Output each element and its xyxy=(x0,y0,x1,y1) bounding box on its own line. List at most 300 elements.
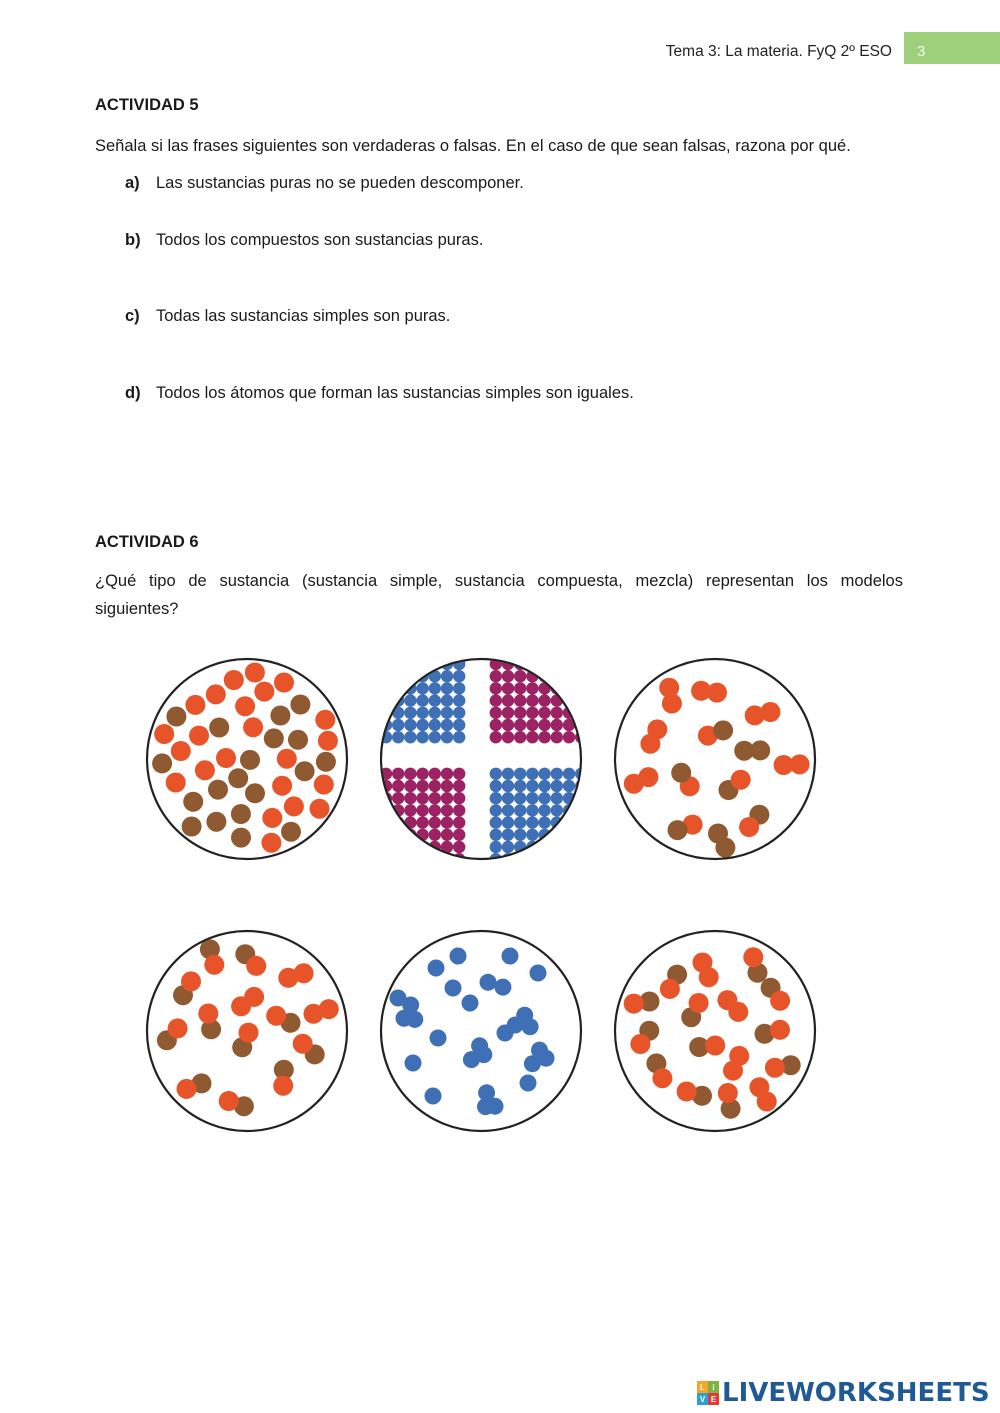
atom xyxy=(152,753,172,773)
lattice-atom xyxy=(416,707,428,719)
model-6-pairs-dense xyxy=(612,928,818,1134)
lattice-atom xyxy=(429,682,441,694)
molecule-atom xyxy=(246,956,266,976)
model-1-random-mix xyxy=(144,656,350,862)
lattice-atom xyxy=(490,804,502,816)
item-text: Todos los átomos que forman las sustancias simples son iguales. xyxy=(156,384,634,402)
lattice-atom xyxy=(416,816,428,828)
atom xyxy=(216,748,236,768)
lattice-atom xyxy=(526,707,538,719)
lattice-atom xyxy=(429,780,441,792)
atom xyxy=(284,796,304,816)
molecule-atom xyxy=(765,1058,785,1078)
lattice-atom xyxy=(429,829,441,841)
lattice-atom xyxy=(490,816,502,828)
lattice-atom xyxy=(502,841,514,853)
model-5-blue-clusters xyxy=(378,928,584,1134)
lattice-atom xyxy=(380,841,392,853)
activity6-question-line2: siguientes? xyxy=(95,600,179,618)
lattice-atom xyxy=(441,682,453,694)
lattice-atom xyxy=(490,694,502,706)
lattice-atom xyxy=(526,768,538,780)
lattice-atom xyxy=(514,707,526,719)
model-border xyxy=(381,659,581,859)
lattice-atom xyxy=(551,841,563,853)
atom xyxy=(231,828,251,848)
lattice-atom xyxy=(441,829,453,841)
lattice-atom xyxy=(416,731,428,743)
lattice-atom xyxy=(551,792,563,804)
lattice-atom xyxy=(453,731,465,743)
atom xyxy=(243,717,263,737)
lattice-atom xyxy=(538,658,550,670)
item-label: b) xyxy=(125,231,141,249)
atom xyxy=(209,718,229,738)
lattice-atom xyxy=(490,792,502,804)
lattice-atom xyxy=(416,804,428,816)
lattice-atom xyxy=(490,670,502,682)
atom xyxy=(310,799,330,819)
lattice-atom xyxy=(526,719,538,731)
lattice-atom xyxy=(453,707,465,719)
molecule-atom xyxy=(168,1018,188,1038)
lattice-atom xyxy=(416,768,428,780)
molecule-atom xyxy=(668,820,688,840)
lattice-atom xyxy=(392,792,404,804)
lattice-atom xyxy=(490,841,502,853)
molecule-atom xyxy=(689,993,709,1013)
lattice-atom xyxy=(575,792,584,804)
activity5-item-b xyxy=(125,231,483,250)
atom xyxy=(516,1007,533,1024)
lattice-atom xyxy=(490,780,502,792)
molecule-atom xyxy=(652,1068,672,1088)
atom xyxy=(206,684,226,704)
item-text: Las sustancias puras no se pueden descomponer. xyxy=(156,174,524,192)
lattice-atom xyxy=(429,768,441,780)
lattice-atom xyxy=(380,816,392,828)
lattice-atom xyxy=(429,719,441,731)
lattice-atom xyxy=(538,731,550,743)
lattice-atom xyxy=(538,853,550,862)
atom xyxy=(264,728,284,748)
atom xyxy=(189,726,209,746)
atom xyxy=(316,752,336,772)
atom xyxy=(318,731,338,751)
lattice-atom xyxy=(551,780,563,792)
lattice-atom xyxy=(441,719,453,731)
lattice-atom xyxy=(453,719,465,731)
activity5-instruction: Señala si las frases siguientes son verdaderas o falsas. En el caso de que sean falsas, razona por qué. xyxy=(95,137,851,155)
lattice-atom xyxy=(441,768,453,780)
molecule-atom xyxy=(770,991,790,1011)
molecule-atom xyxy=(624,774,644,794)
lattice-atom xyxy=(404,780,416,792)
item-label: a) xyxy=(125,174,140,192)
molecule-atom xyxy=(713,720,733,740)
model-2-lattice xyxy=(378,656,584,862)
lattice-atom xyxy=(514,768,526,780)
activity5-item-a xyxy=(125,174,524,193)
atom xyxy=(240,750,260,770)
lattice-atom xyxy=(575,816,584,828)
item-label: d) xyxy=(125,384,141,402)
lattice-atom xyxy=(441,792,453,804)
lattice-atom xyxy=(538,816,550,828)
molecule-atom xyxy=(705,1036,725,1056)
molecule-atom xyxy=(729,1046,749,1066)
logo-badge-letter: L xyxy=(697,1381,708,1393)
atom xyxy=(390,990,407,1007)
molecule-atom xyxy=(659,678,679,698)
atom xyxy=(531,1042,548,1059)
lattice-atom xyxy=(538,694,550,706)
lattice-atom xyxy=(392,841,404,853)
molecule-atom xyxy=(630,1034,650,1054)
lattice-atom xyxy=(429,804,441,816)
lattice-atom xyxy=(490,719,502,731)
lattice-atom xyxy=(453,780,465,792)
lattice-atom xyxy=(502,731,514,743)
atom xyxy=(428,960,445,977)
lattice-atom xyxy=(502,694,514,706)
molecule-atom xyxy=(660,979,680,999)
lattice-atom xyxy=(453,792,465,804)
header-title: Tema 3: La materia. FyQ 2º ESO xyxy=(665,43,892,60)
lattice-atom xyxy=(502,780,514,792)
lattice-atom xyxy=(429,707,441,719)
lattice-atom xyxy=(416,694,428,706)
lattice-atom xyxy=(404,804,416,816)
lattice-atom xyxy=(502,792,514,804)
lattice-atom xyxy=(538,682,550,694)
lattice-atom xyxy=(551,658,563,670)
molecule-atom xyxy=(677,1082,697,1102)
atom xyxy=(530,965,547,982)
molecule-atom xyxy=(273,1076,293,1096)
lattice-atom xyxy=(526,816,538,828)
lattice-atom xyxy=(502,768,514,780)
lattice-atom xyxy=(551,804,563,816)
lattice-atom xyxy=(538,780,550,792)
lattice-atom xyxy=(404,853,416,862)
molecule-atom xyxy=(278,968,298,988)
lattice-atom xyxy=(490,707,502,719)
atom xyxy=(261,833,281,853)
lattice-atom xyxy=(563,853,575,862)
lattice-atom xyxy=(538,841,550,853)
molecule-atom xyxy=(204,955,224,975)
atom xyxy=(497,1025,514,1042)
lattice-atom xyxy=(526,792,538,804)
atom xyxy=(245,783,265,803)
lattice-atom xyxy=(404,719,416,731)
atom xyxy=(315,710,335,730)
molecule-atom xyxy=(760,702,780,722)
lattice-atom xyxy=(404,816,416,828)
lattice-atom xyxy=(538,719,550,731)
lattice-atom xyxy=(429,694,441,706)
lattice-atom xyxy=(575,707,584,719)
molecule-atom xyxy=(757,1092,777,1112)
item-text: Todas las sustancias simples son puras. xyxy=(156,307,451,325)
lattice-atom xyxy=(575,682,584,694)
lattice-atom xyxy=(429,731,441,743)
lattice-atom xyxy=(526,853,538,862)
lattice-atom xyxy=(563,768,575,780)
lattice-atom xyxy=(490,829,502,841)
molecule-atom xyxy=(718,1083,738,1103)
atom xyxy=(228,768,248,788)
lattice-atom xyxy=(575,658,584,670)
lattice-atom xyxy=(441,694,453,706)
lattice-atom xyxy=(453,841,465,853)
lattice-atom xyxy=(441,780,453,792)
atom xyxy=(471,1037,488,1054)
lattice-atom xyxy=(526,780,538,792)
lattice-atom xyxy=(538,768,550,780)
molecule-atom xyxy=(693,953,713,973)
molecule-atom xyxy=(198,1004,218,1024)
lattice-atom xyxy=(538,707,550,719)
lattice-atom xyxy=(514,829,526,841)
lattice-atom xyxy=(551,853,563,862)
lattice-atom xyxy=(429,816,441,828)
lattice-atom xyxy=(380,829,392,841)
lattice-atom xyxy=(429,853,441,862)
lattice-atom xyxy=(575,841,584,853)
lattice-atom xyxy=(416,780,428,792)
lattice-atom xyxy=(502,816,514,828)
atom xyxy=(430,1030,447,1047)
lattice-atom xyxy=(575,804,584,816)
lattice-atom xyxy=(526,682,538,694)
model-3-pairs xyxy=(612,656,818,862)
atom xyxy=(281,822,301,842)
lattice-atom xyxy=(502,707,514,719)
lattice-atom xyxy=(526,658,538,670)
atom xyxy=(195,760,215,780)
lattice-atom xyxy=(575,853,584,862)
molecule-atom xyxy=(266,1006,286,1026)
lattice-atom xyxy=(404,707,416,719)
lattice-atom xyxy=(575,670,584,682)
atom xyxy=(445,980,462,997)
lattice-atom xyxy=(502,719,514,731)
lattice-atom xyxy=(392,780,404,792)
lattice-atom xyxy=(514,792,526,804)
molecule-atom xyxy=(715,838,735,858)
logo-badge-icon xyxy=(697,1381,719,1405)
lattice-atom xyxy=(563,841,575,853)
lattice-atom xyxy=(551,670,563,682)
lattice-atom xyxy=(563,829,575,841)
atom xyxy=(171,741,191,761)
atom xyxy=(425,1088,442,1105)
lattice-atom xyxy=(514,719,526,731)
lattice-atom xyxy=(514,731,526,743)
lattice-atom xyxy=(502,804,514,816)
item-label: c) xyxy=(125,307,140,325)
lattice-atom xyxy=(416,719,428,731)
atom xyxy=(235,696,255,716)
activity6-question-line1: ¿Qué tipo de sustancia (sustancia simple, sustancia compuesta, mezcla) representan los modelos xyxy=(95,572,903,590)
lattice-atom xyxy=(453,768,465,780)
atom xyxy=(450,948,467,965)
lattice-atom xyxy=(441,707,453,719)
lattice-atom xyxy=(453,804,465,816)
lattice-atom xyxy=(575,694,584,706)
lattice-atom xyxy=(392,768,404,780)
lattice-atom xyxy=(514,853,526,862)
atom xyxy=(494,979,511,996)
lattice-atom xyxy=(404,731,416,743)
atom xyxy=(166,773,186,793)
molecule-atom xyxy=(319,999,339,1019)
atom xyxy=(185,695,205,715)
atom xyxy=(405,1055,422,1072)
activity5-item-c xyxy=(125,307,450,326)
lattice-atom xyxy=(416,682,428,694)
liveworksheets-logo xyxy=(697,1376,990,1410)
atom xyxy=(480,974,497,991)
lattice-atom xyxy=(551,731,563,743)
lattice-atom xyxy=(514,804,526,816)
atom xyxy=(182,817,202,837)
atom xyxy=(274,673,294,693)
page-number: 3 xyxy=(904,32,1000,64)
lattice-atom xyxy=(563,682,575,694)
lattice-atom xyxy=(514,682,526,694)
lattice-atom xyxy=(441,731,453,743)
lattice-atom xyxy=(514,670,526,682)
lattice-atom xyxy=(551,707,563,719)
lattice-atom xyxy=(453,829,465,841)
lattice-atom xyxy=(380,804,392,816)
logo-badge-letter: V xyxy=(697,1393,708,1405)
molecule-atom xyxy=(671,763,691,783)
lattice-atom xyxy=(563,816,575,828)
atom xyxy=(254,682,274,702)
atom xyxy=(262,808,282,828)
lattice-atom xyxy=(392,731,404,743)
atom xyxy=(231,804,251,824)
lattice-atom xyxy=(453,670,465,682)
lattice-atom xyxy=(404,768,416,780)
molecule-atom xyxy=(177,1079,197,1099)
molecule-atom xyxy=(774,755,794,775)
atom xyxy=(183,792,203,812)
lattice-atom xyxy=(490,731,502,743)
lattice-atom xyxy=(502,682,514,694)
molecule-atom xyxy=(244,987,264,1007)
logo-badge-letter: i xyxy=(708,1381,719,1393)
molecule-atom xyxy=(181,971,201,991)
lattice-atom xyxy=(392,829,404,841)
molecule-atom xyxy=(239,1023,259,1043)
activity6-title: ACTIVIDAD 6 xyxy=(95,533,199,551)
atom xyxy=(295,761,315,781)
lattice-atom xyxy=(514,816,526,828)
molecule-atom xyxy=(770,1020,790,1040)
lattice-atom xyxy=(404,792,416,804)
atom xyxy=(272,776,292,796)
atom xyxy=(206,812,226,832)
lattice-atom xyxy=(563,780,575,792)
lattice-atom xyxy=(453,816,465,828)
activity5-item-d xyxy=(125,384,634,403)
item-text: Todos los compuestos son sustancias puras. xyxy=(156,231,484,249)
lattice-atom xyxy=(563,670,575,682)
lattice-atom xyxy=(538,792,550,804)
atom xyxy=(277,749,297,769)
atom xyxy=(314,775,334,795)
lattice-atom xyxy=(441,804,453,816)
atom xyxy=(478,1084,495,1101)
lattice-atom xyxy=(514,694,526,706)
lattice-atom xyxy=(526,804,538,816)
model-4-pairs-mixed xyxy=(144,928,350,1134)
lattice-atom xyxy=(404,694,416,706)
lattice-atom xyxy=(441,670,453,682)
molecule-atom xyxy=(731,770,751,790)
molecule-atom xyxy=(739,817,759,837)
lattice-atom xyxy=(416,792,428,804)
molecule-atom xyxy=(743,947,763,967)
molecule-atom xyxy=(293,1034,313,1054)
atom xyxy=(166,707,186,727)
atom xyxy=(154,724,174,744)
lattice-atom xyxy=(526,731,538,743)
atom xyxy=(290,695,310,715)
lattice-atom xyxy=(563,658,575,670)
lattice-atom xyxy=(416,853,428,862)
lattice-atom xyxy=(380,853,392,862)
atom xyxy=(288,730,308,750)
lattice-atom xyxy=(490,768,502,780)
lattice-atom xyxy=(502,670,514,682)
lattice-atom xyxy=(526,829,538,841)
logo-text: LIVEWORKSHEETS xyxy=(722,1378,990,1408)
molecule-atom xyxy=(624,994,644,1014)
molecule-atom xyxy=(728,1002,748,1022)
atom xyxy=(462,995,479,1012)
molecule-atom xyxy=(640,734,660,754)
molecule-atom xyxy=(734,741,754,761)
lattice-atom xyxy=(526,694,538,706)
lattice-atom xyxy=(392,853,404,862)
molecule-atom xyxy=(219,1091,239,1111)
atom xyxy=(224,670,244,690)
lattice-atom xyxy=(392,719,404,731)
atom xyxy=(208,780,228,800)
lattice-atom xyxy=(453,682,465,694)
lattice-atom xyxy=(429,792,441,804)
lattice-atom xyxy=(514,780,526,792)
molecule-atom xyxy=(707,683,727,703)
lattice-atom xyxy=(563,731,575,743)
atom xyxy=(245,663,265,683)
lattice-atom xyxy=(490,682,502,694)
atom xyxy=(270,706,290,726)
lattice-atom xyxy=(538,804,550,816)
lattice-atom xyxy=(502,829,514,841)
lattice-atom xyxy=(575,829,584,841)
lattice-atom xyxy=(441,816,453,828)
atom xyxy=(520,1075,537,1092)
logo-badge-letter: E xyxy=(708,1393,719,1405)
lattice-atom xyxy=(551,719,563,731)
